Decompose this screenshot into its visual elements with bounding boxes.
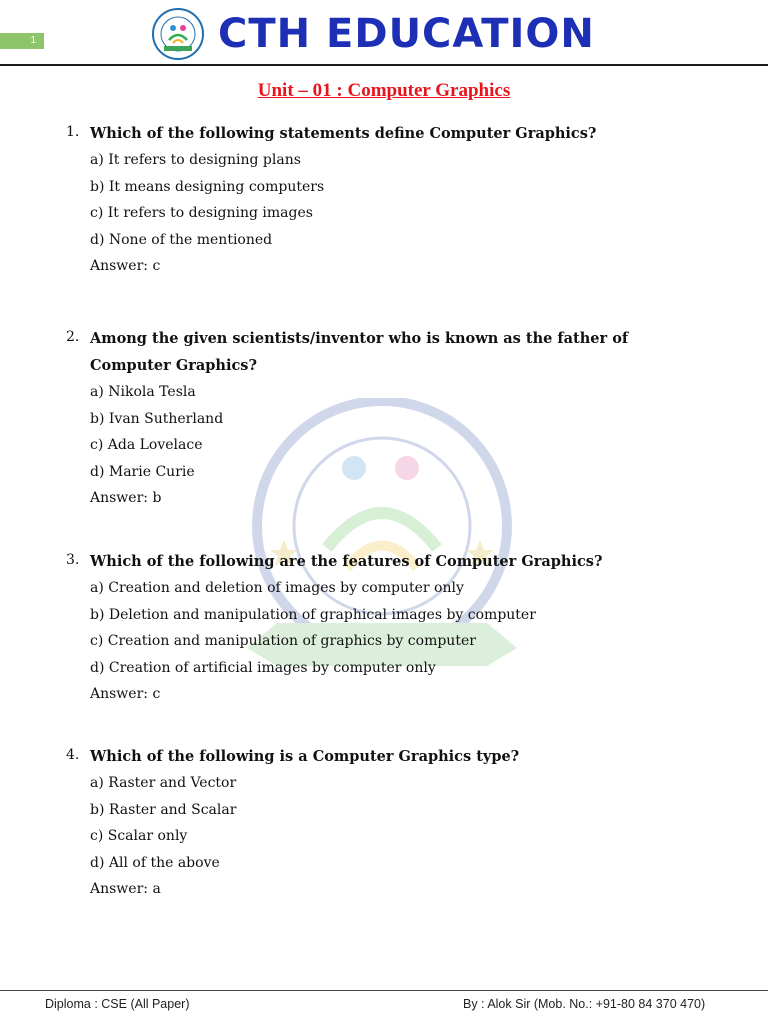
brand-title: CTH EDUCATION bbox=[218, 11, 595, 57]
option: c) Ada Lovelace bbox=[90, 437, 203, 453]
footer-divider bbox=[0, 990, 768, 991]
question-2 bbox=[66, 325, 706, 512]
option: b) Ivan Sutherland bbox=[90, 410, 224, 427]
question-1 bbox=[66, 120, 706, 280]
question-text: Which of the following is a Computer Graphics type? bbox=[90, 748, 520, 765]
option: d) None of the mentioned bbox=[90, 231, 273, 248]
option: d) All of the above bbox=[90, 854, 220, 871]
option: b) Raster and Scalar bbox=[90, 801, 237, 818]
question-3 bbox=[66, 548, 706, 708]
question-text: Which of the following statements define Computer Graphics? bbox=[90, 125, 597, 142]
answer: Answer: c bbox=[90, 258, 161, 274]
page-number: 1 bbox=[0, 33, 44, 49]
answer: Answer: a bbox=[90, 881, 161, 897]
cth-logo-icon bbox=[152, 8, 204, 60]
option: a) It refers to designing plans bbox=[90, 152, 301, 168]
option: a) Creation and deletion of images by computer only bbox=[90, 580, 464, 596]
option: b) Deletion and manipulation of graphical images by computer bbox=[90, 606, 536, 623]
footer-author: By : Alok Sir (Mob. No.: +91-80 84 370 470) bbox=[463, 997, 706, 1011]
option: a) Raster and Vector bbox=[90, 775, 237, 791]
header-divider bbox=[0, 64, 768, 66]
unit-title: Unit – 01 : Computer Graphics bbox=[257, 80, 511, 101]
question-4 bbox=[66, 743, 706, 903]
question-number: 3. bbox=[66, 552, 80, 568]
option: b) It means designing computers bbox=[90, 178, 325, 195]
footer-course: Diploma : CSE (All Paper) bbox=[45, 997, 190, 1011]
option: c) Scalar only bbox=[90, 828, 188, 844]
answer: Answer: c bbox=[90, 686, 161, 702]
option: d) Creation of artificial images by computer only bbox=[90, 659, 436, 676]
option: a) Nikola Tesla bbox=[90, 384, 196, 400]
answer: Answer: b bbox=[90, 490, 162, 506]
question-number: 1. bbox=[66, 124, 80, 140]
option: d) Marie Curie bbox=[90, 463, 195, 480]
question-text: Among the given scientists/inventor who is known as the father of Computer Graphics? bbox=[90, 330, 629, 374]
option: c) It refers to designing images bbox=[90, 205, 313, 221]
question-text: Which of the following are the features of Computer Graphics? bbox=[90, 553, 603, 570]
option: c) Creation and manipulation of graphics by computer bbox=[90, 633, 476, 649]
question-number: 2. bbox=[66, 329, 80, 345]
question-number: 4. bbox=[66, 747, 80, 763]
